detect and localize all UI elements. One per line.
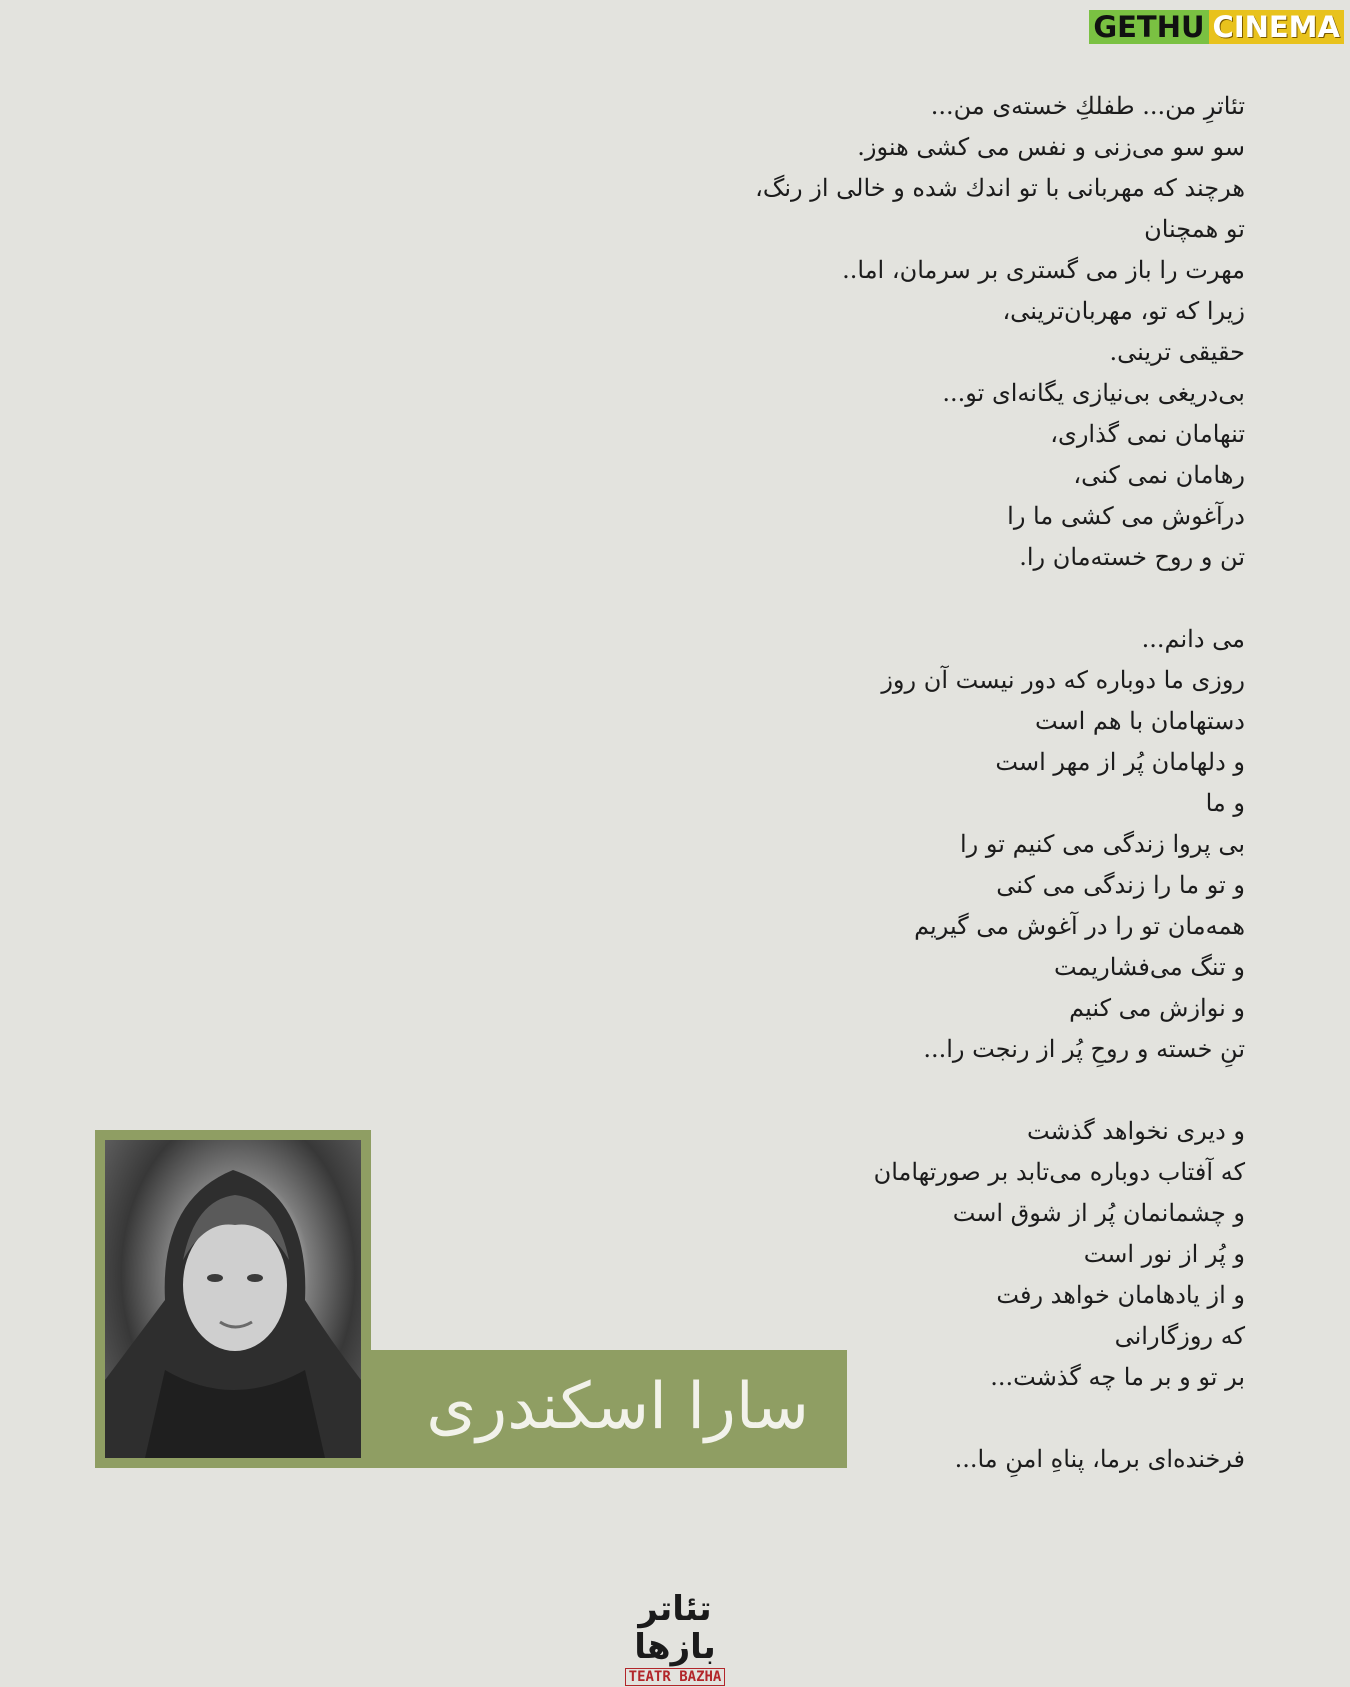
poem-line: که آفتاب دوباره می‌تابد بر صورتهامان bbox=[873, 1158, 1245, 1186]
poem-line: بی‌دریغی بی‌نیازی یگانه‌ای تو... bbox=[942, 379, 1245, 407]
poem-line: بر تو و بر ما چه گذشت... bbox=[990, 1363, 1245, 1391]
poem-line: و تنگ می‌فشاریمت bbox=[1053, 953, 1245, 981]
author-name: سارا اسکندری bbox=[426, 1370, 809, 1444]
poem-line: حقیقی ترینی. bbox=[1109, 338, 1245, 366]
portrait-illustration bbox=[105, 1140, 361, 1458]
poem-line: تئاترِ من... طفلكِ خسته‌ی من... bbox=[930, 92, 1245, 120]
poem-line: زیرا که تو، مهربان‌ترینی، bbox=[1002, 297, 1245, 325]
watermark-part-1: GETHU bbox=[1089, 10, 1208, 44]
poem-line: درآغوش می کشی ما را bbox=[1007, 502, 1245, 530]
poem-line: سو سو می‌زنی و نفس می کشی هنوز. bbox=[857, 133, 1245, 161]
poem-line: مهرت را باز می گستری بر سرمان، اما.. bbox=[842, 256, 1245, 284]
poem-line: تو همچنان bbox=[1144, 215, 1245, 243]
poem-line: و چشمانمان پُر از شوق است bbox=[952, 1199, 1245, 1227]
poem-line: تنِ خسته و روحِ پُر از رنجت را... bbox=[923, 1035, 1245, 1063]
poem-line: و دلهامان پُر از مهر است bbox=[995, 748, 1245, 776]
poem-line: و دیری نخواهد گذشت bbox=[1026, 1117, 1245, 1145]
stanza-break bbox=[685, 1070, 1245, 1111]
watermark-logo bbox=[1085, 10, 1348, 44]
poem-line: هرچند که مهربانی با تو اندك شده و خالی از رنگ، bbox=[755, 174, 1245, 202]
poem-line: و نوازش می کنیم bbox=[1069, 994, 1245, 1022]
poem-text bbox=[685, 86, 1245, 1480]
author-name-box bbox=[371, 1350, 847, 1468]
poem-line: و از یادهامان خواهد رفت bbox=[996, 1281, 1245, 1309]
poem-line: و تو ما را زندگی می کنی bbox=[996, 871, 1245, 899]
poem-line: فرخنده‌ای برما، پناهِ امنِ ما... bbox=[954, 1445, 1245, 1473]
author-portrait bbox=[105, 1140, 361, 1458]
poem-line: همه‌مان تو را در آغوش می گیریم bbox=[914, 912, 1245, 940]
poem-line: روزی ما دوباره که دور نیست آن روز bbox=[881, 666, 1245, 694]
stanza-break bbox=[685, 578, 1245, 619]
poem-line: و پُر از نور است bbox=[1083, 1240, 1245, 1268]
poem-line: که روزگارانی bbox=[1114, 1322, 1245, 1350]
teatr-bazha-logo bbox=[624, 1589, 726, 1685]
watermark-part-2: CINEMA bbox=[1209, 10, 1344, 44]
logo-main-text: تئاتر بازها bbox=[634, 1589, 716, 1667]
portrait-frame bbox=[95, 1130, 371, 1468]
poem-line: تن و روح خسته‌مان را. bbox=[1019, 543, 1245, 571]
logo-sub-text: TEATR BAZHA bbox=[625, 1668, 726, 1686]
poem-line: و ما bbox=[1205, 789, 1245, 817]
poem-line: دستهامان با هم است bbox=[1034, 707, 1245, 735]
poem-line: بی پروا زندگی می کنیم تو را bbox=[959, 830, 1245, 858]
poem-line: می دانم... bbox=[1141, 625, 1245, 653]
poem-line: تنهامان نمی گذاری، bbox=[1050, 420, 1245, 448]
poem-line: رهامان نمی کنی، bbox=[1073, 461, 1245, 489]
